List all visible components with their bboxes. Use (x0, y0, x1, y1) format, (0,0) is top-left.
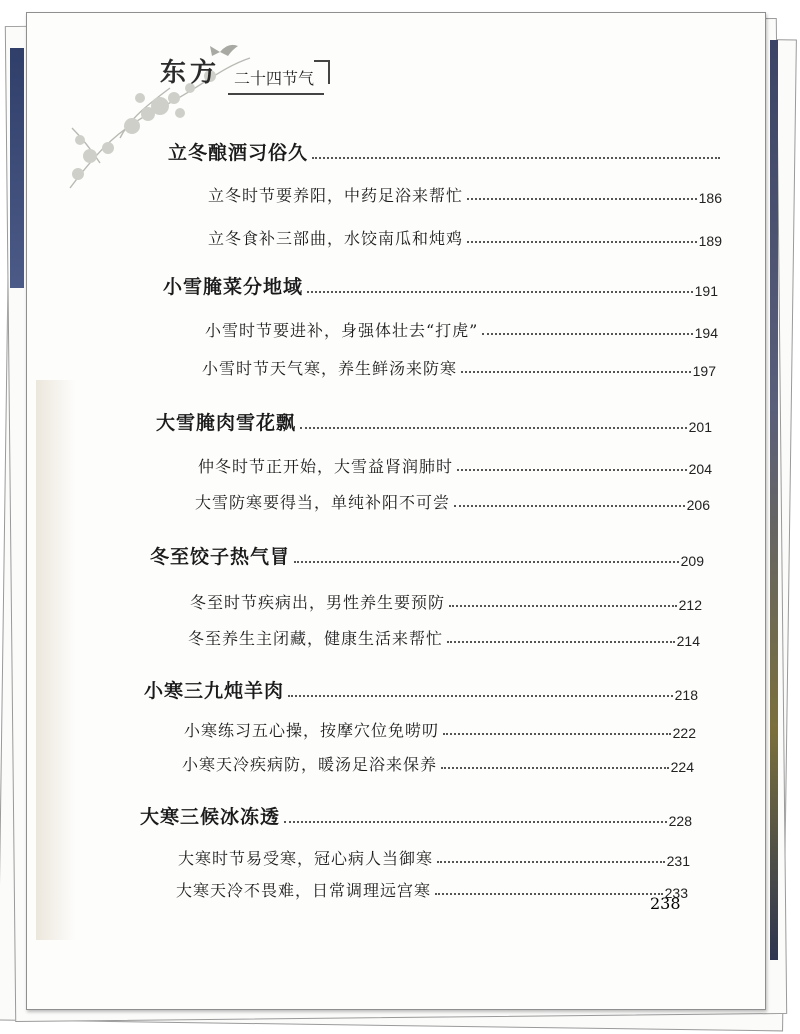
toc-entry-title: 大雪防寒要得当，单纯补阳不可尝 (195, 493, 451, 512)
dot-leader (441, 767, 669, 769)
toc-entry (198, 454, 712, 477)
toc-entry-page: 204 (688, 461, 712, 477)
toc-entry (195, 490, 710, 513)
toc-chapter-title: 冬至饺子热气冒 (150, 546, 291, 568)
series-title: 二十四节气 (228, 66, 324, 95)
toc-entry-page: 222 (672, 725, 696, 741)
toc-trailing-page: 238 (650, 894, 681, 913)
toc-entry-page: 197 (692, 363, 716, 379)
toc-entry (205, 318, 718, 341)
toc-chapter (144, 676, 698, 703)
toc-chapter (168, 138, 722, 165)
brand-title: 东方 (160, 58, 221, 88)
toc-entry (184, 718, 696, 741)
toc-chapter (156, 408, 712, 435)
dot-leader (435, 893, 663, 895)
toc-chapter-title: 大寒三候冰冻透 (140, 806, 281, 828)
toc-entry (208, 183, 722, 206)
toc-entry-page: 224 (670, 759, 694, 775)
toc-chapter (150, 542, 704, 569)
dot-leader (454, 505, 685, 507)
toc-entry-title: 大寒时节易受寒，冠心病人当御寒 (178, 849, 434, 868)
toc-chapter-page: 228 (668, 813, 692, 829)
toc-entry-title: 立冬食补三部曲，水饺南瓜和炖鸡 (208, 229, 464, 248)
dot-leader (294, 561, 679, 563)
dot-leader (443, 733, 671, 735)
toc-entry (182, 752, 694, 775)
toc-entry-page: 233 (664, 885, 688, 901)
toc-entry (178, 846, 690, 869)
toc-entry-title: 仲冬时节正开始，大雪益肾润肺时 (198, 457, 454, 476)
toc-chapter (163, 272, 718, 299)
toc-entry-page: 214 (676, 633, 700, 649)
dot-leader (447, 641, 675, 643)
toc-entry-page: 231 (666, 853, 690, 869)
dot-leader (288, 695, 673, 697)
dot-leader (284, 821, 667, 823)
toc-entry-title: 小雪时节天气寒，养生鲜汤来防寒 (202, 359, 458, 378)
toc-entry-page: 194 (694, 325, 718, 341)
toc-chapter (140, 802, 692, 829)
dot-leader (457, 469, 687, 471)
dot-leader (467, 198, 697, 200)
toc-entry-title: 冬至时节疾病出，男性养生要预防 (190, 593, 446, 612)
dot-leader (461, 371, 691, 373)
toc-chapter-page: 201 (688, 419, 712, 435)
toc-entry-title: 小寒天冷疾病防，暖汤足浴来保养 (182, 755, 438, 774)
toc-chapter-page: 218 (674, 687, 698, 703)
toc-entry-title: 冬至养生主闭藏，健康生活来帮忙 (188, 629, 444, 648)
toc-entry-page: 186 (698, 190, 722, 206)
toc-entry-page: 212 (678, 597, 702, 613)
toc-entry-page: 189 (698, 233, 722, 249)
toc-chapter-title: 小寒三九炖羊肉 (144, 680, 285, 702)
toc-entry-title: 大寒天冷不畏难，日常调理远宫寒 (176, 881, 432, 900)
dot-leader (449, 605, 677, 607)
dot-leader (307, 291, 693, 293)
toc-entry-page: 206 (686, 497, 710, 513)
dot-leader (437, 861, 665, 863)
dot-leader (300, 427, 687, 429)
toc-entry-title: 立冬时节要养阳，中药足浴来帮忙 (208, 186, 464, 205)
toc-chapter-page: 209 (680, 553, 704, 569)
toc-chapter-title: 立冬酿酒习俗久 (168, 142, 309, 164)
toc-entry (208, 226, 722, 249)
toc-chapter-page: 191 (694, 283, 718, 299)
toc-entry (176, 878, 688, 901)
toc-chapter-title: 小雪腌菜分地域 (163, 276, 304, 298)
toc-entry (188, 626, 700, 649)
toc-entry-title: 小雪时节要进补，身强体壮去“打虎” (205, 321, 479, 340)
toc-entry (190, 590, 702, 613)
dot-leader (482, 333, 692, 335)
toc-entry-title: 小寒练习五心操，按摩穴位免唠叨 (184, 721, 440, 740)
toc-entry (202, 356, 716, 379)
dot-leader (312, 157, 720, 159)
toc-chapter-title: 大雪腌肉雪花飘 (156, 412, 297, 434)
dot-leader (467, 241, 697, 243)
